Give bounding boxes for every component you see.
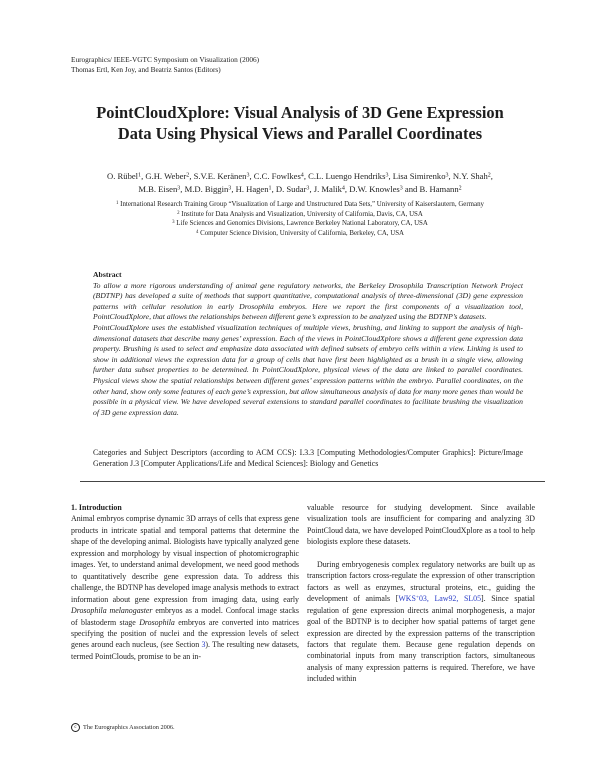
author-affil: 1 xyxy=(268,185,272,192)
acm-descriptors: Categories and Subject Descriptors (according to ACM CCS): I.3.3 [Computing Methodologies/Computer Graphics]: Picture/Image Generation J.3 [Computer Applications/Life and Medical Sciences]: Biology and Genetics xyxy=(93,448,523,468)
paper-title xyxy=(40,102,560,144)
text-run: Animal embryos comprise dynamic 3D arrays of cells that express gene products in intricate spatial and temporal patterns that determine the shape of the developing animal. Biologists have typically analyzed gene expression and morphology by visual inspection of photomicrographic images. Yet, to understand animal development, we need good methods to quantitatively describe gene expression data. To address this challenge, the BDTNP has developed image analysis methods to extract information about gene expression from imaging data, using early xyxy=(71,514,299,604)
text-run: During embryogenesis complex regulatory networks are built up as transcription factors cross-regulate the expression of other transcription factors as well as enzymes, structural proteins, etc., guiding the development of animals [ xyxy=(307,559,535,604)
author-affil: 2 xyxy=(487,172,491,179)
affiliation-1 xyxy=(50,200,550,210)
text-run: ). The resulting new datasets, termed PointClouds, promise to be an in- xyxy=(71,640,299,661)
abstract-heading: Abstract xyxy=(93,270,122,279)
citation-link[interactable]: WKS xyxy=(398,594,416,604)
author-affil: 3 xyxy=(228,185,232,192)
affiliation-text: Computer Science Division, University of California, Berkeley, CA, USA xyxy=(200,229,405,237)
author-name: , D. Sudar xyxy=(271,184,307,194)
text-run: ]. Since spatial regulation of gene expression directs animal morphogenesis, a major goal of the BDTNP is to decipher how spatial patterns of target gene expression are directed by the expression patterns of the transcription factors that regulate them. Because gene regulation depends on combinatorial inputs from many transcription factors, simultaneous analysis of many expression patterns is required. Therefore, we have included within xyxy=(307,594,535,684)
genus-name: Drosophila xyxy=(139,617,175,627)
section-heading: 1. Introduction xyxy=(71,503,122,512)
copyright-text: The Eurographics Association 2006. xyxy=(83,723,175,731)
author-name: , N.Y. Shah xyxy=(448,171,488,181)
author-list xyxy=(50,170,550,196)
affiliation-list xyxy=(50,200,550,238)
author-name: , Lisa Simirenko xyxy=(388,171,446,181)
author-affil: 3 xyxy=(306,185,310,192)
title-line-2: Data Using Physical Views and Parallel Coordinates xyxy=(117,124,483,143)
author-affil: 3 xyxy=(177,185,181,192)
copyright-icon: c xyxy=(71,723,80,732)
author-name: M.B. Eisen xyxy=(138,184,178,194)
text-run: embryos as a model. Confocal image stacks of blastoderm stage xyxy=(71,606,299,627)
title-line-1: PointCloudXplore: Visual Analysis of 3D Gene Expression xyxy=(96,103,504,122)
affiliation-text: Institute for Data Analysis and Visualization, University of California, Davis, CA, USA xyxy=(181,210,423,218)
author-line-1 xyxy=(50,170,550,183)
venue-info xyxy=(71,55,471,74)
author-name: , xyxy=(490,171,493,181)
citation-link-plus[interactable]: + xyxy=(415,594,419,601)
affiliation-4 xyxy=(50,229,550,239)
affiliation-2 xyxy=(50,210,550,220)
author-affil: 2 xyxy=(186,172,190,179)
author-affil: 4 xyxy=(341,185,345,192)
author-affil: 3 xyxy=(399,185,403,192)
right-column xyxy=(307,502,535,685)
body-paragraph xyxy=(71,513,299,662)
affiliation-number: 3 xyxy=(172,219,175,225)
citation-link[interactable]: 03, Law92, SL05 xyxy=(418,594,482,604)
author-name: O. Rübel xyxy=(107,171,139,181)
author-line-2 xyxy=(50,183,550,196)
author-name: , M.D. Biggin xyxy=(180,184,229,194)
copyright-footer xyxy=(71,723,175,732)
author-name: , J. Malik xyxy=(309,184,342,194)
text-run: embryos are converted into matrices specifying the position of nuclei and the expression levels of select genes around each nucleus, (see Section xyxy=(71,617,300,650)
affiliation-text: International Research Training Group “Visualization of Large and Unstructured Data Sets,” University of Kaiserslautern, Germany xyxy=(120,201,484,208)
author-name: , D.W. Knowles xyxy=(344,184,400,194)
author-name: , S.V.E. Keränen xyxy=(189,171,247,181)
affiliation-number: 1 xyxy=(116,200,119,206)
author-name: , H. Hagen xyxy=(231,184,269,194)
left-column xyxy=(71,502,299,662)
affiliation-text: Life Sciences and Genomics Divisions, Lawrence Berkeley National Laboratory, CA, USA xyxy=(176,220,428,227)
affiliation-number: 2 xyxy=(177,210,180,216)
species-name: Drosophila melanogaster xyxy=(71,606,153,616)
affiliation-3 xyxy=(50,219,550,229)
section-link[interactable]: 3 xyxy=(201,640,206,650)
author-affil: 2 xyxy=(458,185,462,192)
affiliation-number: 4 xyxy=(195,229,199,235)
author-affil: 3 xyxy=(246,172,250,179)
author-affil: 3 xyxy=(385,172,389,179)
abstract-paragraph: PointCloudXplore uses the established visualization techniques of multiple views, brushing, and linking to support the analysis of high-dimensional datasets that describe many genes’ expression. Each of the views in PointCloudXplore shows a different gene expression data property. Brushing is used to select and emphasize data associated with defined subsets of embryo cells within a view. Linking is used to show in additional views the expression data for a group of cells that have first been highlighted as a brush in a single view, allowing further data subset properties to be determined. In PointCloudXplore, physical views of the data are linked to parallel coordinates. Physical views show the spatial relationships between different genes’ expression patterns within the embryo. Parallel coordinates, on the other hand, show only some features of each gene’s expression, but allow simultaneous analysis of data for many more genes than would be possible in a physical view. We have developed several extensions to standard parallel coordinates to facilitate brushing the visualization of 3D gene expression data. xyxy=(93,322,523,417)
author-affil: 1 xyxy=(138,172,142,179)
author-name: , C.L. Luengo Hendriks xyxy=(303,171,386,181)
body-paragraph xyxy=(307,559,535,685)
section-divider xyxy=(80,481,545,482)
body-paragraph: valuable resource for studying development. Since available visualization tools are insufficient for comparing and analyzing 3D PointCloud data, we have developed PointCloudXplore as a tool to help biologists explore these datasets. xyxy=(307,503,535,547)
author-name: , C.C. Fowlkes xyxy=(249,171,301,181)
author-name: and B. Hamann xyxy=(402,184,459,194)
author-affil: 3 xyxy=(445,172,449,179)
abstract-section xyxy=(93,270,523,418)
author-affil: 4 xyxy=(300,172,304,179)
venue-line: Eurographics/ IEEE-VGTC Symposium on Visualization (2006) xyxy=(71,55,260,64)
abstract-body xyxy=(93,281,523,419)
editors-line: Thomas Ertl, Ken Joy, and Beatriz Santos (Editors) xyxy=(71,64,221,74)
abstract-paragraph: To allow a more rigorous understanding of animal gene regulatory networks, the Berkeley Drosophila Transcription Network Project (BDTNP) has developed a suite of methods that support quantitative, computational analysis of three-dimensional (3D) gene expression patterns with cellular resolution in early Drosophila embryos. Here we report the first components of a visualization tool, PointCloudXplore, that allows the relationships between different gene’s expression to be analyzed using the BDTNP’s datasets. xyxy=(93,280,523,322)
author-name: , G.H. Weber xyxy=(141,171,187,181)
